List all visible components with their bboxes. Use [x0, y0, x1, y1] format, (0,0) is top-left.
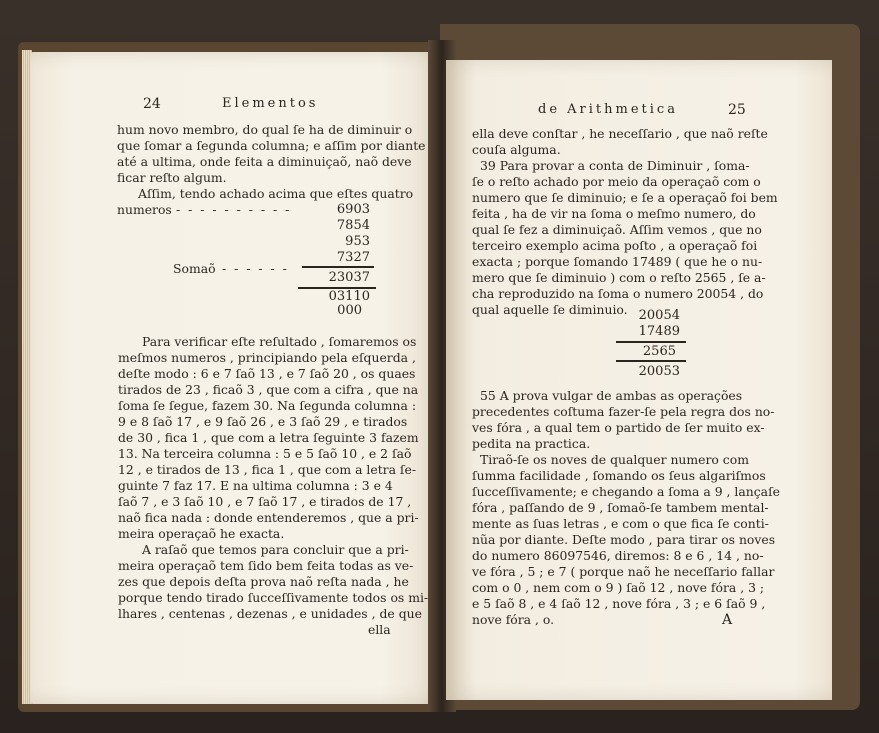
text-line: mente as ſuas letras , e com o que fica ſe conti- [472, 516, 769, 531]
left-page [30, 52, 442, 704]
text-line: numero que ſe diminuio; e ſe a operaçaõ foi bem [472, 190, 778, 205]
dash-leader: - - - - - - - - - - [176, 202, 292, 217]
text-line: precedentes coſtuma fazer-ſe pela regra dos no- [472, 404, 775, 419]
remainder-value: 03110 [328, 289, 370, 304]
running-head: Elementos [222, 96, 319, 111]
check-sum: 20053 [638, 364, 680, 379]
page-number: 24 [143, 96, 161, 112]
text-line: até a ultima, onde feita a diminuiçaõ, naõ deve [117, 154, 412, 169]
text-line: A raſaõ que temos para concluir que a pri- [142, 542, 409, 557]
text-line: de 30 , fica 1 , que com a letra ſeguinte 3 fazem [118, 430, 419, 445]
text-line: Para verificar eſte reſultado , ſomaremos os [142, 334, 417, 349]
addend: 7854 [336, 218, 370, 233]
text-line: 9 e 8 ſaõ 17 , e 9 ſaõ 26 , e 3 ſaõ 29 , e tirados [118, 414, 408, 429]
text-line: do numero 86097546, diremos: 8 e 6 , 14 , no- [472, 548, 764, 563]
catchword: ella [368, 622, 391, 637]
text-line: ſumma facilidade , ſomando os ſeus algariſmos [472, 468, 766, 483]
text-line: ſaõ 7 , e 3 ſaõ 10 , e 7 ſaõ 17 , e tirados de 17 , [118, 494, 412, 509]
text-line: ella deve conſtar , he neceſſario , que naõ reſte [472, 126, 768, 141]
text-line: zes que depois deſta prova naõ reſta nada , he [118, 574, 409, 589]
text-line: tirados de 23 , ficaõ 3 , que com a cifra , que na [118, 382, 419, 397]
text-line: terceiro exemplo acima poſto , a operaçaõ foi [472, 238, 758, 253]
text-line: couſa alguma. [472, 142, 561, 157]
sum-value: 23037 [328, 270, 370, 285]
text-line: guinte 7 faz 17. E na ultima columna : 3 e 4 [118, 478, 393, 493]
addend: 7327 [336, 250, 370, 265]
sub-rule [616, 341, 686, 343]
text-line: com o 0 , nem com o 9 ) ſaõ 12 , nove fóra , 3 ; [472, 580, 765, 595]
signature-mark: A [722, 612, 733, 628]
text-line: meira operaçaõ he exacta. [118, 526, 285, 541]
text-line: naõ fica nada : donde entenderemos , que a pri- [118, 510, 419, 525]
text-line: porque tendo tirado ſucceſſivamente todos os mi- [118, 590, 429, 605]
text-line: nove fóra , o. [472, 612, 555, 627]
text-line: 12 , e tirados de 13 , fica 1 , que com a letra ſe- [118, 462, 417, 477]
text-line: Aſſim, tendo achado acima que eſtes quatro [138, 186, 414, 201]
text-line: mero que ſe diminuio ) com o reſto 2565 , ſe a- [472, 270, 766, 285]
text-line: ves fóra , a qual tem o partido de ſer muito ex- [472, 420, 765, 435]
text-line: hum novo membro, do qual ſe ha de diminuir o [117, 122, 413, 137]
running-head: de Arithmetica [538, 102, 678, 117]
addend: 953 [345, 234, 370, 249]
text-line: 39 Para provar a conta de Diminuir , ſoma- [480, 158, 750, 173]
rest-value: 2565 [642, 344, 676, 359]
text-line: 13. Na terceira columna : 5 e 5 ſaõ 10 , e 2 ſaõ [118, 446, 412, 461]
text-line: pedita na practica. [472, 436, 591, 451]
text-line: ficar reſto algum. [117, 170, 227, 185]
text-line: qual aquelle ſe diminuio. [472, 302, 628, 317]
text-line: Tiraõ-ſe os noves de qualquer numero com [480, 452, 749, 467]
text-line: deſte modo : 6 e 7 ſaõ 13 , e 7 ſaõ 20 , os quaes [118, 366, 416, 381]
right-page [446, 60, 832, 700]
text-line: exacta ; porque ſomando 17489 ( que he o nu- [472, 254, 763, 269]
text-line: 55 A prova vulgar de ambas as operações [480, 388, 743, 403]
numeros-label: numeros [117, 202, 172, 217]
text-line: ſoma ſe ſegue, fazem 30. Na ſegunda columna : [118, 398, 416, 413]
dash-leader: - - - - - - [222, 261, 289, 276]
text-line: nũa por diante. Deſte modo , para tirar os noves [472, 532, 776, 547]
addend: 6903 [336, 202, 370, 217]
text-line: ve fóra , 5 ; e 7 ( porque naõ he neceſſario fallar [472, 564, 775, 579]
sum-rule [302, 266, 374, 268]
minuend: 20054 [638, 308, 680, 323]
text-line: que ſomar a ſegunda columna; e aſſim por diante [117, 138, 426, 153]
text-line: meira operaçaõ tem ſido bem feita todas as ve- [118, 558, 414, 573]
text-line: qual ſe fez a diminuiçaõ. Aſſim vemos , que no [472, 222, 762, 237]
sub-rule [616, 360, 686, 362]
text-line: ſucceſſivamente; e chegando a ſoma a 9 , lançaſe [472, 484, 780, 499]
text-line: fóra , paſſando de 9 , ſomaõ-ſe tambem mental- [472, 500, 769, 515]
text-line: ſe o reſto achado por meio da operaçaõ com o [472, 174, 761, 189]
text-line: cha reproduzido na ſoma o numero 20054 , do [472, 286, 764, 301]
page-number: 25 [728, 102, 746, 118]
soma-label: Somaõ [173, 261, 216, 276]
text-line: lhares , centenas , dezenas , e unidades , de que [118, 606, 422, 621]
text-line: e 5 ſaõ 8 , e 4 ſaõ 12 , nove fóra , 3 ; e 6 ſaõ 9 , [472, 596, 766, 611]
text-line: feita , ha de vir na ſoma o meſmo numero, do [472, 206, 756, 221]
subtrahend: 17489 [638, 324, 680, 339]
zero-value: 000 [337, 303, 362, 318]
text-line: meſmos numeros , principiando pela eſquerda , [118, 350, 416, 365]
